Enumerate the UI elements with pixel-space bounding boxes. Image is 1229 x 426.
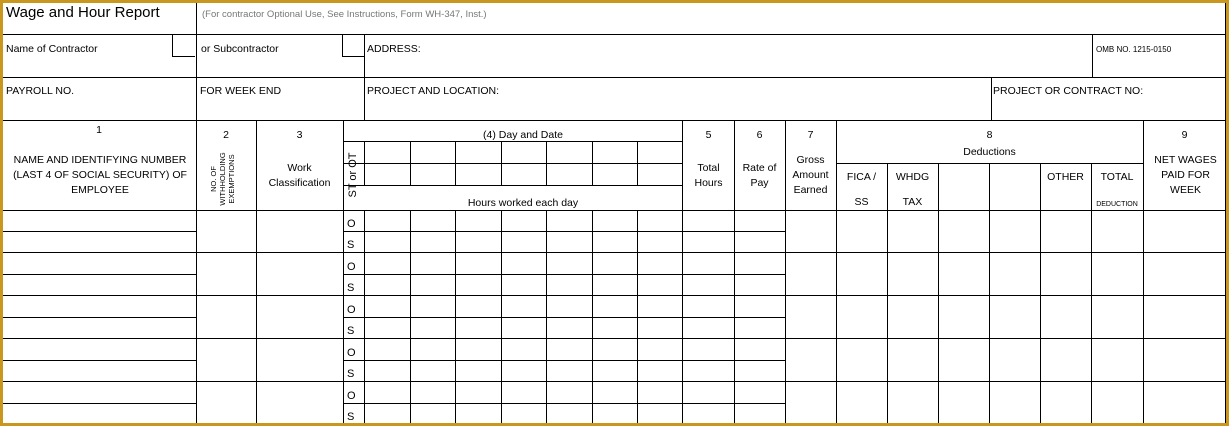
ss-label: SS: [854, 196, 869, 208]
grid-line: [836, 120, 837, 423]
grid-line: [592, 141, 593, 185]
grid-line: [343, 120, 344, 423]
form-title: Wage and Hour Report: [6, 4, 160, 21]
subcontractor-label: or Subcontractor: [201, 43, 279, 55]
col3-number: 3: [296, 129, 303, 141]
total-label: TOTAL: [1100, 171, 1134, 183]
grid-line: [3, 317, 196, 318]
grid-line: [1040, 163, 1041, 423]
grid-line: [3, 403, 196, 404]
grid-line: [343, 185, 683, 186]
hours-worked-label: Hours worked each day: [467, 197, 579, 209]
col6-label: Rate of Pay: [742, 162, 777, 189]
grid-line: [3, 252, 1226, 253]
grid-line: [455, 141, 456, 185]
grid-line: [887, 163, 888, 423]
grid-line: [172, 56, 195, 57]
st-ot-label: ST or OT: [347, 152, 359, 198]
grid-line: [3, 360, 196, 361]
grid-line: [991, 77, 992, 120]
tax-label: TAX: [902, 196, 923, 208]
col2-number: 2: [223, 129, 229, 141]
row4-o-label: O: [347, 347, 356, 359]
deduction-label: DEDUCTION: [1096, 201, 1138, 208]
grid-line: [343, 274, 785, 275]
grid-line: [682, 120, 683, 423]
grid-line: [3, 120, 1226, 121]
grid-line: [3, 274, 196, 275]
col5-label: Total Hours: [694, 162, 723, 189]
col2-label-line1: NO. OF: [209, 166, 218, 192]
grid-line: [1225, 3, 1226, 423]
subcontractor-checkbox[interactable]: [342, 39, 363, 56]
col8-label: Deductions: [963, 146, 1016, 158]
col9-label: NET WAGES PAID FOR WEEK: [1154, 154, 1217, 196]
row2-o-label: O: [347, 261, 356, 273]
grid-line: [989, 163, 990, 423]
row2-s-label: S: [347, 282, 355, 294]
grid-line: [364, 34, 365, 120]
row3-s-label: S: [347, 325, 355, 337]
grid-line: [1092, 34, 1093, 77]
project-contract-label: PROJECT OR CONTRACT NO:: [993, 85, 1144, 97]
grid-line: [3, 34, 1226, 35]
contractor-label: Name of Contractor: [6, 43, 98, 55]
project-location-label: PROJECT AND LOCATION:: [367, 85, 500, 97]
row1-o-label: O: [347, 218, 356, 230]
grid-line: [196, 3, 197, 120]
grid-line: [3, 338, 1226, 339]
grid-line: [343, 317, 785, 318]
grid-line: [3, 231, 196, 232]
grid-line: [364, 141, 365, 185]
grid-line: [343, 163, 683, 164]
col1-number: 1: [96, 124, 102, 136]
grid-line: [3, 210, 1226, 211]
grid-line: [343, 231, 785, 232]
grid-line: [1143, 120, 1144, 423]
col7-label: Gross Amount Earned: [792, 154, 829, 196]
fica-label: FICA /: [846, 171, 877, 183]
address-label: ADDRESS:: [367, 43, 421, 55]
grid-line: [343, 360, 785, 361]
grid-line: [1091, 163, 1092, 423]
col3-label: Work Classification: [268, 162, 331, 189]
grid-line: [256, 120, 257, 423]
col1-label: NAME AND IDENTIFYING NUMBER (LAST 4 OF SOCIAL SECURITY) OF EMPLOYEE: [13, 154, 187, 196]
grid-line: [785, 120, 786, 423]
form-note: (For contractor Optional Use, See Instructions, Form WH-347, Inst.): [202, 9, 487, 20]
grid-line: [3, 77, 1226, 78]
grid-line: [734, 120, 735, 423]
grid-line: [637, 141, 638, 185]
contractor-checkbox[interactable]: [172, 39, 194, 56]
grid-line: [342, 34, 343, 56]
col8-number: 8: [986, 129, 993, 141]
whdg-label: WHDG: [895, 171, 930, 183]
omb-number: OMB NO. 1215-0150: [1096, 45, 1172, 54]
grid-line: [410, 141, 411, 185]
grid-line: [342, 56, 364, 57]
col6-number: 6: [756, 129, 763, 141]
payroll-no-label: PAYROLL NO.: [6, 85, 75, 97]
row1-s-label: S: [347, 239, 355, 251]
grid-line: [546, 141, 547, 185]
other-label: OTHER: [1047, 171, 1084, 183]
grid-line: [343, 403, 785, 404]
row4-s-label: S: [347, 368, 355, 380]
grid-line: [3, 381, 1226, 382]
row5-s-label: S: [347, 411, 355, 423]
grid-line: [196, 120, 197, 423]
col2-label-line3: EXEMPTIONS: [227, 154, 236, 204]
col2-label-line2: WITHHOLDING: [218, 152, 227, 206]
col7-number: 7: [807, 129, 814, 141]
grid-line: [343, 141, 683, 142]
col9-number: 9: [1181, 129, 1188, 141]
col5-number: 5: [705, 129, 712, 141]
grid-line: [938, 163, 939, 423]
grid-line: [3, 295, 1226, 296]
row3-o-label: O: [347, 304, 356, 316]
grid-line: [501, 141, 502, 185]
week-end-label: FOR WEEK END: [200, 85, 282, 97]
grid-line: [172, 34, 173, 56]
row5-o-label: O: [347, 390, 356, 402]
day-date-label: (4) Day and Date: [483, 129, 563, 141]
